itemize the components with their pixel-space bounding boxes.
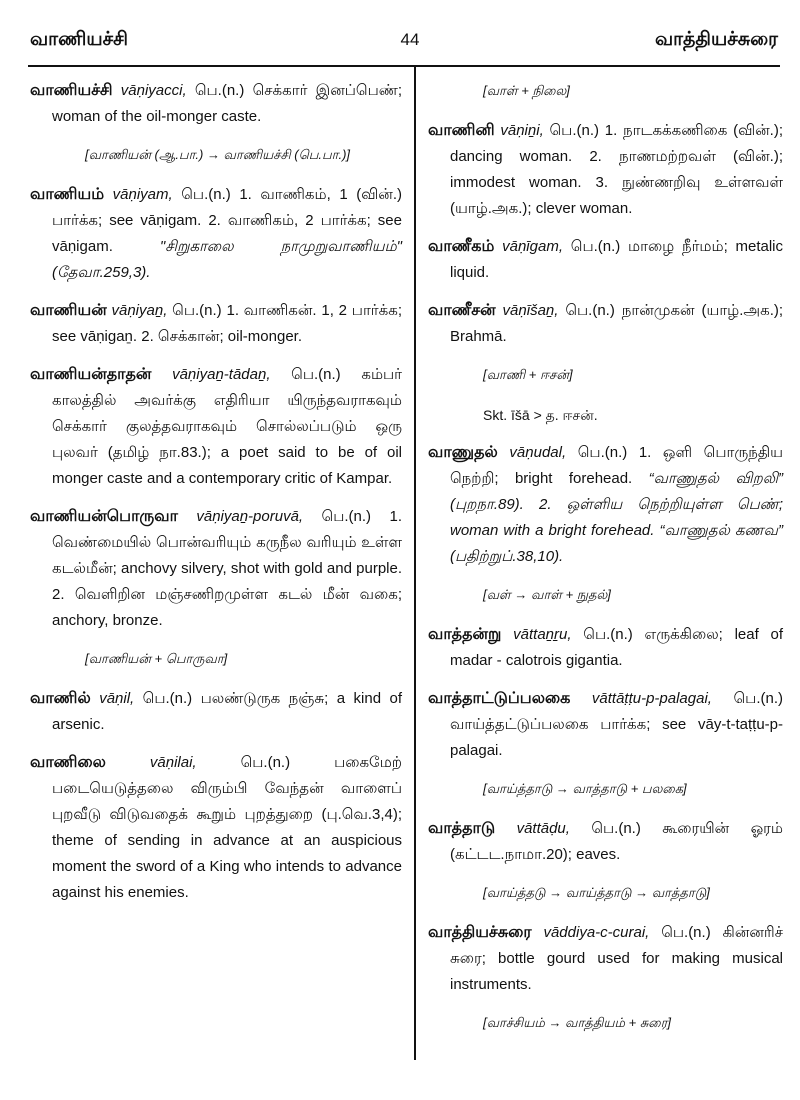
dictionary-entry — [428, 440, 783, 570]
part-of-speech: பெ.(n.) — [291, 366, 341, 383]
etymology: [வாச்சியம் → வாத்தியம் + சுரை] — [483, 1015, 671, 1030]
definition: 1. வெண்மையில் பொன்வரியும் கருநீல வரியும் உள்ள கடல்மீன்; anchovy silvery, shot with gold and purple. 2. வெளிறின மஞ்சணிறமுள்ள கடல் மீன் வகை; anchory, bronze. — [52, 508, 402, 629]
headword: வாணியச்சி — [30, 82, 113, 99]
part-of-speech: பெ.(n.) — [194, 82, 245, 99]
citation: “வாணுதல் விறலி” (புறநா.89). 2. ஒள்ளிய நெற்றியுள்ள பெண்; woman with a bright forehead. “வாணுதல் கணவ” (பதிற்றுப்.38,10). — [450, 470, 783, 565]
transliteration: vāṇil, — [99, 690, 135, 707]
dictionary-entry — [428, 920, 783, 998]
dictionary-entry — [428, 298, 783, 350]
left-column — [30, 78, 402, 918]
citation: "சிறுகாலை நாமுறுவாணியம்" (தேவா.259,3). — [52, 238, 402, 281]
etymology: [வாணியன் (ஆ.பா.) → வாணியச்சி (பெ.பா.)] — [85, 147, 351, 162]
etymology: [வாணியன் + பொருவா] — [85, 651, 228, 666]
definition: கம்பர் காலத்தில் அவர்க்கு எதிரியா யிருந்தவராகவும் செக்கார் குலத்தவராகவும் சொல்லப்படும் ஒரு புலவர் (தமிழ் நா.83.); a poet said to be of oil monger caste and a contemporary critic of Kampar. — [52, 366, 403, 487]
definition: நான்முகன் (யாழ்.அக.); Brahmā. — [450, 302, 784, 345]
part-of-speech: பெ.(n.) — [583, 626, 633, 643]
headword: வாணியம் — [30, 186, 105, 203]
transliteration: vāddiya-c-curai, — [543, 924, 650, 941]
headword: வாணியன் — [30, 302, 107, 319]
part-of-speech: பெ.(n.) — [549, 122, 600, 139]
dictionary-entry — [30, 504, 402, 634]
etymology: [வாய்த்தடு → வாய்த்தாடு → வாத்தாடு] — [483, 885, 710, 900]
dictionary-entry — [428, 622, 783, 674]
dictionary-entry — [30, 362, 402, 492]
part-of-speech: பெ.(n.) — [172, 302, 222, 319]
sanskrit-note: Skt. īšā > த. ஈசன். — [483, 407, 598, 423]
dictionary-entry — [428, 118, 783, 222]
part-of-speech: பெ.(n.) — [733, 690, 784, 707]
dictionary-entry — [428, 234, 783, 286]
part-of-speech: பெ.(n.) — [661, 924, 711, 941]
transliteration: vāṇiyaṉ-tādaṉ, — [172, 366, 271, 383]
headword: வாணினி — [428, 122, 495, 139]
headword: வாணீகம் — [428, 238, 495, 255]
definition: வாய்த்தட்டுப்பலகை பார்க்க; see vāy-t-taṭṭu-p-palagai. — [450, 716, 783, 759]
definition: 1. ஒளி பொருந்திய நெற்றி; bright forehead. — [450, 444, 784, 487]
definition: பலண்டுருக நஞ்சு; a kind of arsenic. — [52, 690, 402, 733]
part-of-speech: பெ.(n.) — [577, 444, 628, 461]
transliteration: vāṇīgam, — [502, 238, 563, 255]
headword: வாத்தாட்டுப்பலகை — [428, 690, 571, 707]
part-of-speech: பெ.(n.) — [321, 508, 372, 525]
dictionary-entry — [30, 298, 402, 350]
headword: வாணீசன் — [428, 302, 496, 319]
dictionary-entry — [30, 78, 402, 130]
definition: கூரையின் ஓரம் (கட்டட.நாமா.20); eaves. — [450, 820, 783, 863]
definition: 1. நாடகக்கணிகை (வின்.); dancing woman. 2. நாணமற்றவள் (வின்.); immodest woman. 3. நுண்ணறிவு உள்ளவள் (யாழ்.அக.); clever woman. — [450, 122, 784, 217]
dictionary-entry — [30, 686, 402, 738]
dictionary-entry — [428, 816, 783, 868]
definition: 1. வாணிகம், 1 (வின்.) பார்க்க; see vāṇigam. 2. வாணிகம், 2 பார்க்க; see vāṇigam. — [52, 186, 403, 255]
transliteration: vāṇilai, — [149, 754, 197, 771]
headword: வாத்தன்று — [428, 626, 502, 643]
header-first-word: வாணியச்சி — [30, 28, 129, 50]
part-of-speech: பெ.(n.) — [565, 302, 615, 319]
definition: எருக்கிலை; leaf of madar - calotrois gigantia. — [450, 626, 784, 669]
part-of-speech: பெ.(n.) — [142, 690, 193, 707]
transliteration: vāṇiyaṉ, — [111, 302, 168, 319]
headword: வாணிலை — [30, 754, 106, 771]
transliteration: vāṇiṉi, — [500, 122, 544, 139]
transliteration: vāṇīšaṉ, — [502, 302, 559, 319]
headword: வாணில் — [30, 690, 91, 707]
page-header — [0, 0, 800, 60]
transliteration: vāṇiyacci, — [120, 82, 187, 99]
transliteration: vāṇudal, — [509, 444, 567, 461]
transliteration: vāṇiyaṉ-poruvā, — [196, 508, 304, 525]
dictionary-entry — [428, 686, 783, 764]
dictionary-entry — [30, 182, 402, 286]
definition: மாழை நீர்மம்; metalic liquid. — [450, 238, 784, 281]
definition: பகைமேற் படையெடுத்தலை விரும்பி வேந்தன் வாளைப் புறவீடு விடுவதைக் கூறும் புறத்துறை (பு.வெ.3,4); theme of sending in advance at an auspicious moment the sword of a King who intends to advance against his enemies. — [52, 754, 402, 901]
definition: 1. வாணிகன். 1, 2 பார்க்க; see vāṇigaṉ. 2. செக்கான்; oil-monger. — [52, 302, 403, 345]
headword: வாணியன்தாதன் — [30, 366, 152, 383]
part-of-speech: பெ.(n.) — [181, 186, 231, 203]
part-of-speech: பெ.(n.) — [591, 820, 641, 837]
etymology: [வள் → வாள் + நுதல்] — [483, 587, 611, 602]
etymology: [வாள் + நிலை] — [483, 83, 570, 98]
etymology: [வாய்த்தாடு → வாத்தாடு + பலகை] — [483, 781, 687, 796]
transliteration: vāttāṭṭu-p-palagai, — [591, 690, 712, 707]
header-last-word: வாத்தியச்சுரை — [654, 28, 778, 50]
right-column — [428, 78, 783, 1050]
page-number: 44 — [400, 30, 420, 49]
column-divider — [414, 67, 416, 1060]
transliteration: vāṇiyam, — [112, 186, 173, 203]
part-of-speech: பெ.(n.) — [240, 754, 291, 771]
headword: வாத்தாடு — [428, 820, 496, 837]
dictionary-entry — [30, 750, 402, 906]
transliteration: vāttaṉṟu, — [513, 626, 572, 643]
headword: வாணுதல் — [428, 444, 498, 461]
headword: வாணியன்பொருவா — [30, 508, 178, 525]
transliteration: vāttāḍu, — [516, 820, 570, 837]
etymology: [வாணி + ஈசன்] — [483, 367, 573, 382]
definition: கின்னரிச் சுரை; bottle gourd used for making musical instruments. — [450, 924, 784, 993]
part-of-speech: பெ.(n.) — [570, 238, 621, 255]
header-rule — [28, 65, 780, 67]
headword: வாத்தியச்சுரை — [428, 924, 532, 941]
definition: செக்கார் இனப்பெண்; woman of the oil-monger caste. — [52, 82, 402, 125]
